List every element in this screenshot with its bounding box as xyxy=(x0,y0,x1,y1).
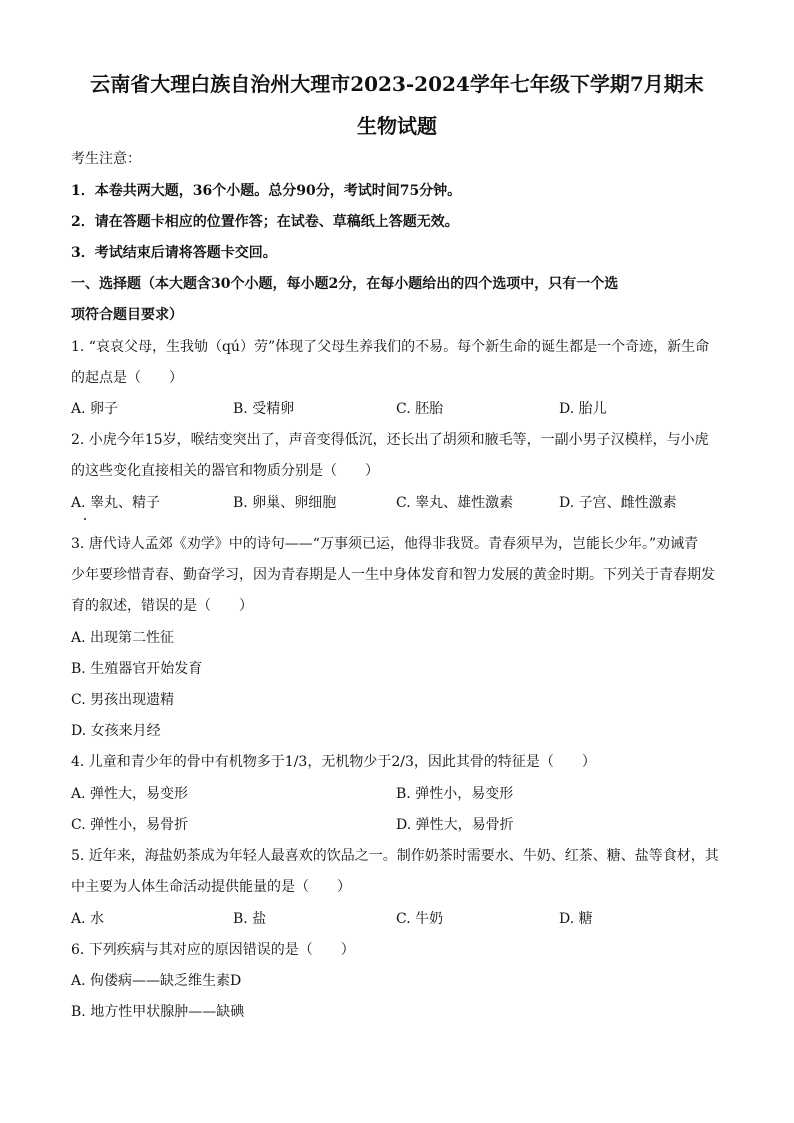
question-5-stem-line1: 5. 近年来，海盐奶茶成为年轻人最喜欢的饮品之一。制作奶茶时需要水、牛奶、红茶、糖、盐等食材，其 xyxy=(71,848,719,864)
question-3-option-b: B. 生殖器官开始发育 xyxy=(71,661,203,677)
question-3-option-a: A. 出现第二性征 xyxy=(71,630,175,646)
question-5-option-c: C. 牛奶 xyxy=(396,911,444,927)
question-3-stem-line1: 3. 唐代诗人孟郊《劝学》中的诗句——“万事须已运，他得非我贤。青春须早为，岂能长少年。”劝诫青 xyxy=(71,536,699,552)
question-3-stem-line3: 育的叙述，错误的是（ ） xyxy=(71,598,253,614)
question-2-option-b: B. 卵巢、卵细胞 xyxy=(233,495,337,511)
question-1-option-b: B. 受精卵 xyxy=(233,401,295,417)
question-6-option-a: A. 佝偻病——缺乏维生素D xyxy=(71,973,242,989)
question-5-option-a: A. 水 xyxy=(71,911,105,927)
question-5-stem-line2: 中主要为人体生命活动提供能量的是（ ） xyxy=(71,879,351,895)
question-3-stem-line2: 少年要珍惜青春、勤奋学习，因为青春期是人一生中身体发育和智力发展的黄金时期。下列关于青春期发 xyxy=(71,567,715,583)
question-1-option-a: A. 卵子 xyxy=(71,401,119,417)
exam-title-line2: 生物试题 xyxy=(357,114,437,138)
question-2-option-d: D. 子宫、雌性激素 xyxy=(559,495,677,511)
question-1-option-d: D. 胎儿 xyxy=(559,401,607,417)
notice-heading: 考生注意： xyxy=(71,151,141,167)
question-5-option-d: D. 糖 xyxy=(559,911,593,927)
question-4-option-c: C. 弹性小，易骨折 xyxy=(71,817,189,833)
notice-item-2: 2．请在答题卡相应的位置作答；在试卷、草稿纸上答题无效。 xyxy=(71,214,459,230)
question-1-stem-line1: 1. “哀哀父母，生我劬（qú）劳”体现了父母生养我们的不易。每个新生命的诞生都是一个奇迹，新生命 xyxy=(71,339,710,355)
question-1-stem-line2: 的起点是（ ） xyxy=(71,370,183,386)
question-2-stem-line2: 的这些变化直接相关的器官和物质分别是（ ） xyxy=(71,463,379,479)
question-5-option-b: B. 盐 xyxy=(233,911,267,927)
question-6-stem-line1: 6. 下列疾病与其对应的原因错误的是（ ） xyxy=(71,942,355,958)
notice-item-3: 3．考试结束后请将答题卡交回。 xyxy=(71,245,277,261)
question-2-option-a: A. 睾丸、精子 xyxy=(71,495,161,511)
question-3-option-d: D. 女孩来月经 xyxy=(71,723,161,739)
section1-heading-line1: 一、选择题（本大题含30个小题，每小题2分，在每小题给出的四个选项中，只有一个选 xyxy=(71,276,619,292)
question-4-stem-line1: 4. 儿童和青少年的骨中有机物多于1/3，无机物少于2/3，因此其骨的特征是（ ） xyxy=(71,754,596,770)
exam-title-line1: 云南省大理白族自治州大理市2023-2024学年七年级下学期7月期末 xyxy=(90,72,704,96)
notice-item-1: 1．本卷共两大题，36个小题。总分90分，考试时间75分钟。 xyxy=(71,183,462,199)
question-3-option-c: C. 男孩出现遗精 xyxy=(71,692,175,708)
question-2-option-c: C. 睾丸、雄性激素 xyxy=(396,495,514,511)
question-6-option-b: B. 地方性甲状腺肿——缺碘 xyxy=(71,1004,245,1020)
question-2-stem-line1: 2. 小虎今年15岁，喉结变突出了，声音变得低沉，还长出了胡须和腋毛等，一副小男子汉模样，与小虎 xyxy=(71,432,709,448)
question-4-option-d: D. 弹性大，易骨折 xyxy=(396,817,514,833)
question-1-option-c: C. 胚胎 xyxy=(396,401,444,417)
question-4-option-b: B. 弹性小，易变形 xyxy=(396,786,514,802)
section1-heading-line2: 项符合题目要求） xyxy=(71,307,183,323)
question-4-option-a: A. 弹性大，易变形 xyxy=(71,786,189,802)
scan-dot-mark xyxy=(84,518,86,520)
